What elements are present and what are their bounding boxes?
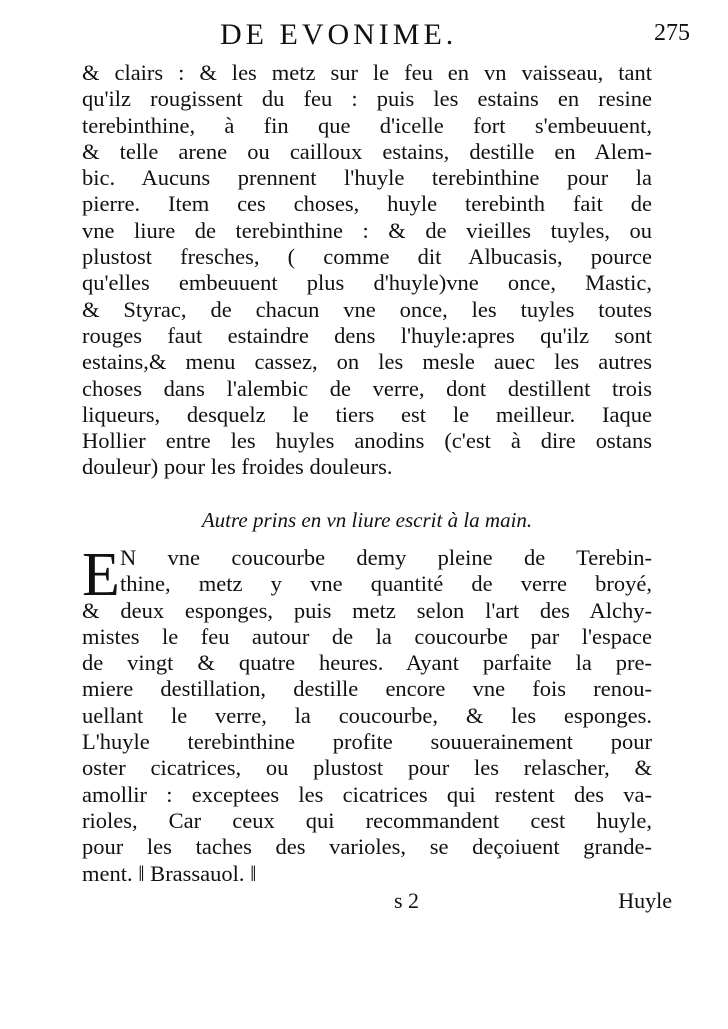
text-line: terebinthine, à fin que d'icelle fort s'embeuuent, <box>82 112 652 138</box>
text-line: pour les taches des varioles, se deçoiuent grande- <box>82 834 652 860</box>
text-line: qu'elles embeuuent plus d'huyle)vne once, Mastic, <box>82 270 652 296</box>
paragraph-1 <box>82 60 652 481</box>
text-line: liqueurs, desquelz le tiers est le meilleur. Iaque <box>82 401 652 427</box>
text-line: estains,& menu cassez, on les mesle auec les autres <box>82 349 652 375</box>
text-line: qu'ilz rougissent du feu : puis les estains en resine <box>82 86 652 112</box>
text-line: de vingt & quatre heures. Ayant parfaite la pre- <box>82 650 652 676</box>
signature-mark: s 2 <box>394 888 420 913</box>
text-line: bic. Aucuns prennent l'huyle terebinthine pour la <box>82 165 652 191</box>
drop-cap: E <box>82 541 120 609</box>
text-line: & Styrac, de chacun vne once, les tuyles toutes <box>82 296 652 322</box>
text-line: choses dans l'alembic de verre, dont destillent trois <box>82 375 652 401</box>
text-line: rouges faut estaindre dens l'huyle:apres qu'ilz sont <box>82 322 652 348</box>
text-line: Hollier entre les huyles anodins (c'est à dire ostans <box>82 428 652 454</box>
text-line: rioles, Car ceux qui recommandent cest huyle, <box>82 807 652 833</box>
catchword: Huyle <box>618 888 672 913</box>
text-line: & clairs : & les metz sur le feu en vn vaisseau, tant <box>82 60 652 85</box>
text-line: oster cicatrices, ou plustost pour les relascher, & <box>82 755 652 781</box>
text-line: pierre. Item ces choses, huyle terebinth fait de <box>82 191 652 217</box>
text-line: & telle arene ou cailloux estains, destille en Alem- <box>82 138 652 164</box>
text-line: plustost fresches, ( comme dit Albucasis, pource <box>82 244 652 270</box>
page-header <box>80 18 690 58</box>
text-line: ment. ‖ Brassauol. ‖ <box>82 860 257 886</box>
text-line: & deux esponges, puis metz selon l'art des Alchy- <box>82 597 652 623</box>
text-line: thine, metz y vne quantité de verre broyé, <box>120 571 652 597</box>
section-subheading: Autre prins en vn liure escrit à la main. <box>201 508 533 532</box>
running-head: DE EVONIME. <box>220 18 458 51</box>
paragraph-2 <box>82 541 652 887</box>
text-line: N vne coucourbe demy pleine de Terebin- <box>120 545 652 570</box>
text-line: amollir : exceptees les cicatrices qui restent des va- <box>82 781 652 807</box>
text-line: mistes le feu autour de la coucourbe par l'espace <box>82 623 652 649</box>
text-line: miere destillation, destille encore vne fois renou- <box>82 676 652 702</box>
page-number: 275 <box>654 20 690 46</box>
text-line: vne liure de terebinthine : & de vieilles tuyles, ou <box>82 217 652 243</box>
text-line: L'huyle terebinthine profite souuerainement pour <box>82 729 652 755</box>
text-line: uellant le verre, la coucourbe, & les esponges. <box>82 702 652 728</box>
page-footer <box>82 888 672 918</box>
text-line: douleur) pour les froides douleurs. <box>82 454 393 480</box>
